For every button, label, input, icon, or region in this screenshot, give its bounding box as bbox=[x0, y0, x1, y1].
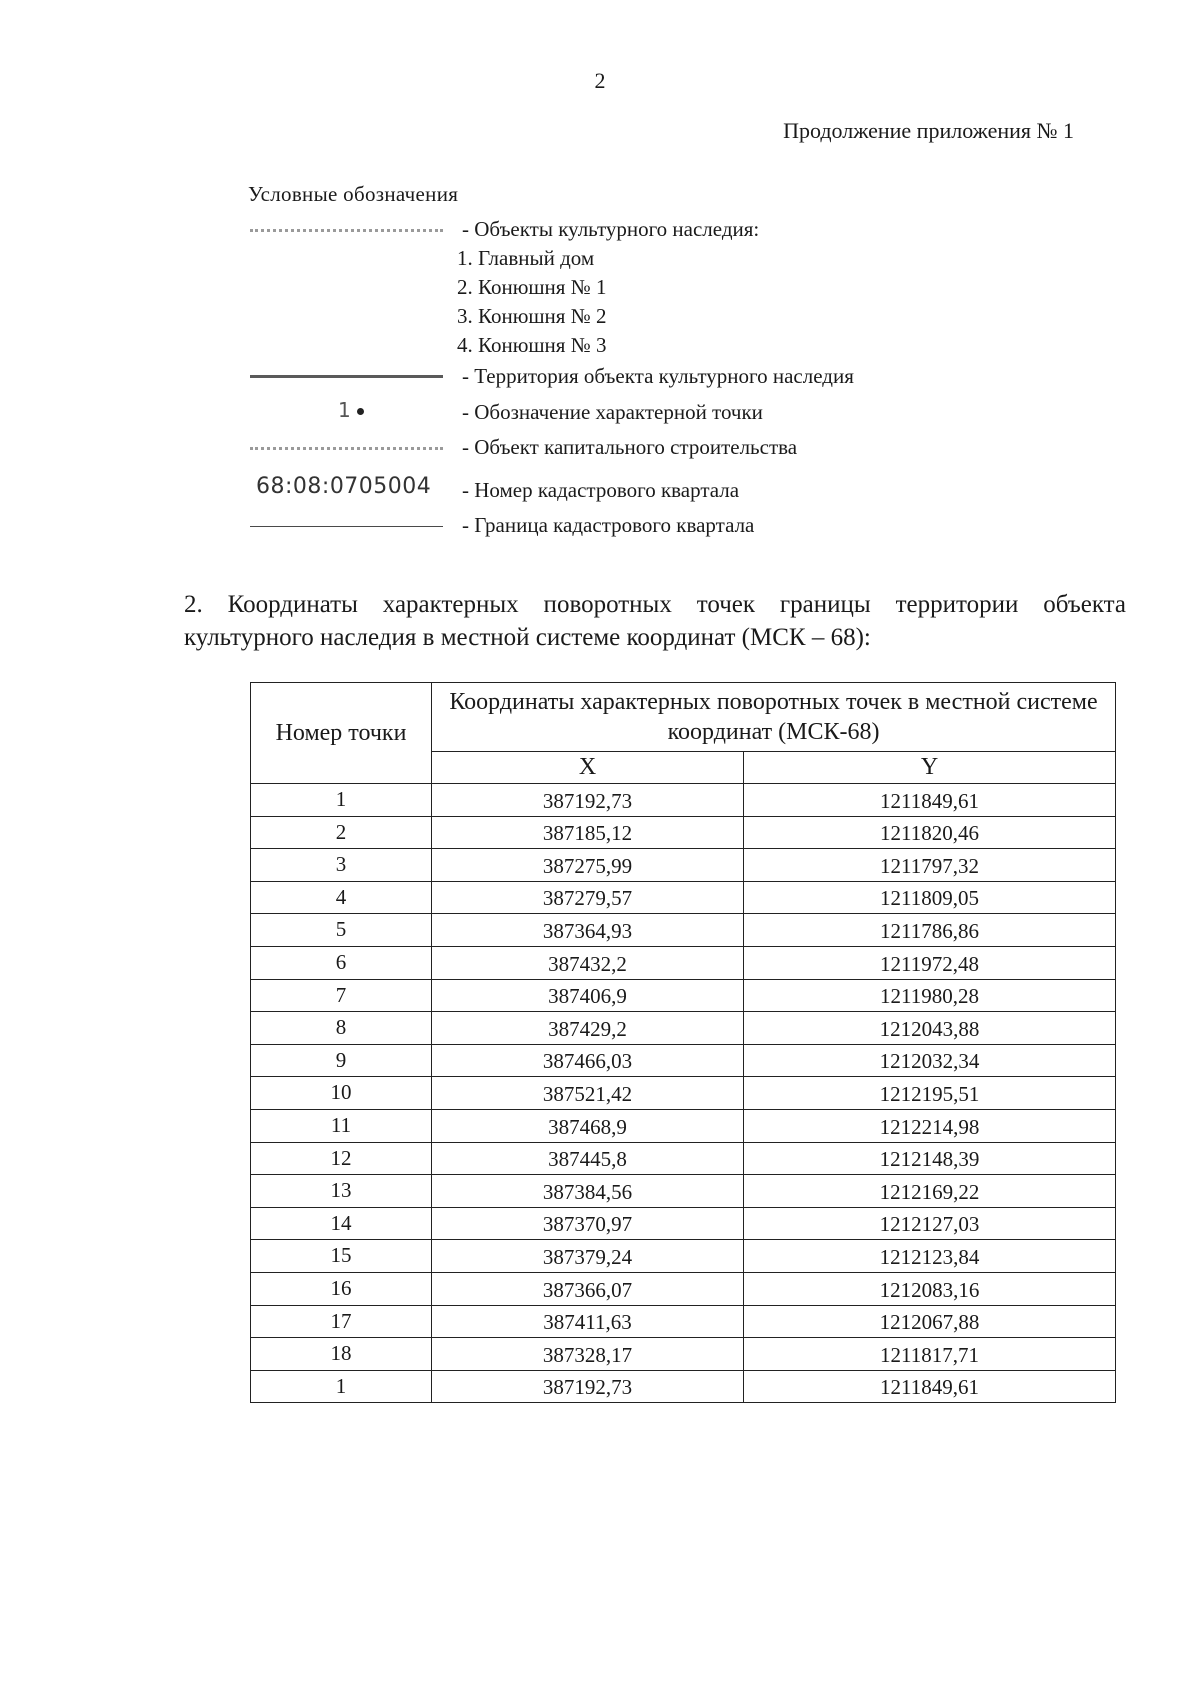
point-number-cell: 1 bbox=[251, 1370, 432, 1403]
heritage-item: 2. Конюшня № 1 bbox=[457, 275, 607, 299]
x-coordinate-cell: 387366,07 bbox=[432, 1272, 744, 1305]
point-number-cell: 9 bbox=[251, 1044, 432, 1077]
coordinates-table-body bbox=[251, 784, 1116, 1403]
point-number-cell: 15 bbox=[251, 1240, 432, 1273]
table-row bbox=[251, 946, 1116, 979]
x-coordinate-cell: 387328,17 bbox=[432, 1338, 744, 1371]
point-number-cell: 10 bbox=[251, 1077, 432, 1110]
y-coordinate-cell: 1212195,51 bbox=[744, 1077, 1116, 1110]
x-coordinate-cell: 387406,9 bbox=[432, 979, 744, 1012]
point-number-cell: 1 bbox=[251, 784, 432, 817]
point-number-cell: 2 bbox=[251, 816, 432, 849]
x-coordinate-cell: 387185,12 bbox=[432, 816, 744, 849]
y-coordinate-cell: 1212214,98 bbox=[744, 1109, 1116, 1142]
table-row bbox=[251, 1044, 1116, 1077]
y-coordinate-cell: 1212043,88 bbox=[744, 1012, 1116, 1045]
table-row bbox=[251, 1272, 1116, 1305]
point-number-cell: 13 bbox=[251, 1175, 432, 1208]
column-header-coordinates: Координаты характерных поворотных точек в местной системе координат (МСК-68) bbox=[432, 683, 1116, 752]
x-coordinate-cell: 387364,93 bbox=[432, 914, 744, 947]
y-coordinate-cell: 1212123,84 bbox=[744, 1240, 1116, 1273]
point-number-cell: 3 bbox=[251, 849, 432, 882]
x-coordinate-cell: 387429,2 bbox=[432, 1012, 744, 1045]
heritage-object-symbol bbox=[248, 215, 443, 245]
table-row bbox=[251, 979, 1116, 1012]
table-row bbox=[251, 881, 1116, 914]
table-row bbox=[251, 1109, 1116, 1142]
legend-cadastral-boundary-label: - Граница кадастрового квартала bbox=[462, 513, 755, 537]
table-row bbox=[251, 849, 1116, 882]
x-coordinate-cell: 387275,99 bbox=[432, 849, 744, 882]
x-coordinate-cell: 387468,9 bbox=[432, 1109, 744, 1142]
cadastral-boundary-symbol bbox=[248, 511, 443, 541]
legend-cadastral-number-label: - Номер кадастрового квартала bbox=[462, 478, 740, 502]
point-dot-icon bbox=[357, 408, 364, 415]
section-heading: 2. Координаты характерных поворотных точек границы территории объекта культурного наследия в местной системе координат (МСК – 68): bbox=[184, 591, 1126, 651]
capital-construction-symbol bbox=[248, 433, 443, 463]
point-number-cell: 6 bbox=[251, 946, 432, 979]
x-coordinate-cell: 387521,42 bbox=[432, 1077, 744, 1110]
y-coordinate-cell: 1212169,22 bbox=[744, 1175, 1116, 1208]
point-number-cell: 11 bbox=[251, 1109, 432, 1142]
table-row bbox=[251, 1305, 1116, 1338]
y-coordinate-cell: 1212083,16 bbox=[744, 1272, 1116, 1305]
legend-cadastral-boundary bbox=[248, 511, 1008, 541]
column-header-x: X bbox=[432, 751, 744, 783]
table-row bbox=[251, 1338, 1116, 1371]
y-coordinate-cell: 1211797,32 bbox=[744, 849, 1116, 882]
table-row bbox=[251, 1370, 1116, 1403]
y-coordinate-cell: 1211972,48 bbox=[744, 946, 1116, 979]
table-row bbox=[251, 784, 1116, 817]
point-number-cell: 18 bbox=[251, 1338, 432, 1371]
x-coordinate-cell: 387411,63 bbox=[432, 1305, 744, 1338]
point-number-cell: 8 bbox=[251, 1012, 432, 1045]
y-coordinate-cell: 1211849,61 bbox=[744, 1370, 1116, 1403]
legend-cadastral-number bbox=[248, 476, 1008, 506]
point-number-cell: 14 bbox=[251, 1207, 432, 1240]
table-row bbox=[251, 816, 1116, 849]
legend-heritage-objects-label: - Объекты культурного наследия: bbox=[462, 217, 760, 241]
point-symbol-number: 1 bbox=[338, 398, 351, 422]
point-number-cell: 17 bbox=[251, 1305, 432, 1338]
y-coordinate-cell: 1211849,61 bbox=[744, 784, 1116, 817]
column-header-y: Y bbox=[744, 751, 1116, 783]
y-coordinate-cell: 1212067,88 bbox=[744, 1305, 1116, 1338]
x-coordinate-cell: 387379,24 bbox=[432, 1240, 744, 1273]
y-coordinate-cell: 1211786,86 bbox=[744, 914, 1116, 947]
column-header-point: Номер точки bbox=[251, 683, 432, 784]
appendix-continuation: Продолжение приложения № 1 bbox=[783, 118, 1074, 143]
table-row bbox=[251, 1142, 1116, 1175]
cadastral-number-symbol bbox=[248, 476, 443, 506]
x-coordinate-cell: 387192,73 bbox=[432, 1370, 744, 1403]
legend-capital-construction-label: - Объект капитального строительства bbox=[462, 435, 798, 459]
legend-heritage-objects bbox=[248, 215, 1008, 357]
point-symbol bbox=[248, 398, 443, 428]
point-number-cell: 16 bbox=[251, 1272, 432, 1305]
table-row bbox=[251, 1175, 1116, 1208]
territory-symbol bbox=[248, 362, 443, 392]
x-coordinate-cell: 387466,03 bbox=[432, 1044, 744, 1077]
legend-territory bbox=[248, 362, 1008, 392]
legend-capital-construction bbox=[248, 433, 1008, 463]
heritage-item: 1. Главный дом bbox=[457, 246, 595, 270]
table-row bbox=[251, 1012, 1116, 1045]
x-coordinate-cell: 387445,8 bbox=[432, 1142, 744, 1175]
table-row bbox=[251, 1207, 1116, 1240]
cadastral-number-sample: 68:08:0705004 bbox=[256, 474, 432, 499]
legend-territory-label: - Территория объекта культурного наследия bbox=[462, 364, 854, 388]
legend-point bbox=[248, 398, 1008, 428]
coordinates-table bbox=[250, 682, 1116, 1403]
x-coordinate-cell: 387370,97 bbox=[432, 1207, 744, 1240]
y-coordinate-cell: 1212127,03 bbox=[744, 1207, 1116, 1240]
point-number-cell: 4 bbox=[251, 881, 432, 914]
point-number-cell: 7 bbox=[251, 979, 432, 1012]
legend-point-label: - Обозначение характерной точки bbox=[462, 400, 763, 424]
table-row bbox=[251, 1077, 1116, 1110]
y-coordinate-cell: 1211809,05 bbox=[744, 881, 1116, 914]
y-coordinate-cell: 1211817,71 bbox=[744, 1338, 1116, 1371]
legend-title: Условные обозначения bbox=[248, 182, 459, 206]
heritage-item: 4. Конюшня № 3 bbox=[457, 333, 607, 357]
table-row bbox=[251, 1240, 1116, 1273]
table-row bbox=[251, 914, 1116, 947]
y-coordinate-cell: 1211820,46 bbox=[744, 816, 1116, 849]
x-coordinate-cell: 387279,57 bbox=[432, 881, 744, 914]
heritage-item: 3. Конюшня № 2 bbox=[457, 304, 607, 328]
point-number-cell: 5 bbox=[251, 914, 432, 947]
y-coordinate-cell: 1212148,39 bbox=[744, 1142, 1116, 1175]
y-coordinate-cell: 1212032,34 bbox=[744, 1044, 1116, 1077]
y-coordinate-cell: 1211980,28 bbox=[744, 979, 1116, 1012]
x-coordinate-cell: 387432,2 bbox=[432, 946, 744, 979]
x-coordinate-cell: 387192,73 bbox=[432, 784, 744, 817]
point-number-cell: 12 bbox=[251, 1142, 432, 1175]
page-number: 2 bbox=[594, 68, 606, 93]
x-coordinate-cell: 387384,56 bbox=[432, 1175, 744, 1208]
